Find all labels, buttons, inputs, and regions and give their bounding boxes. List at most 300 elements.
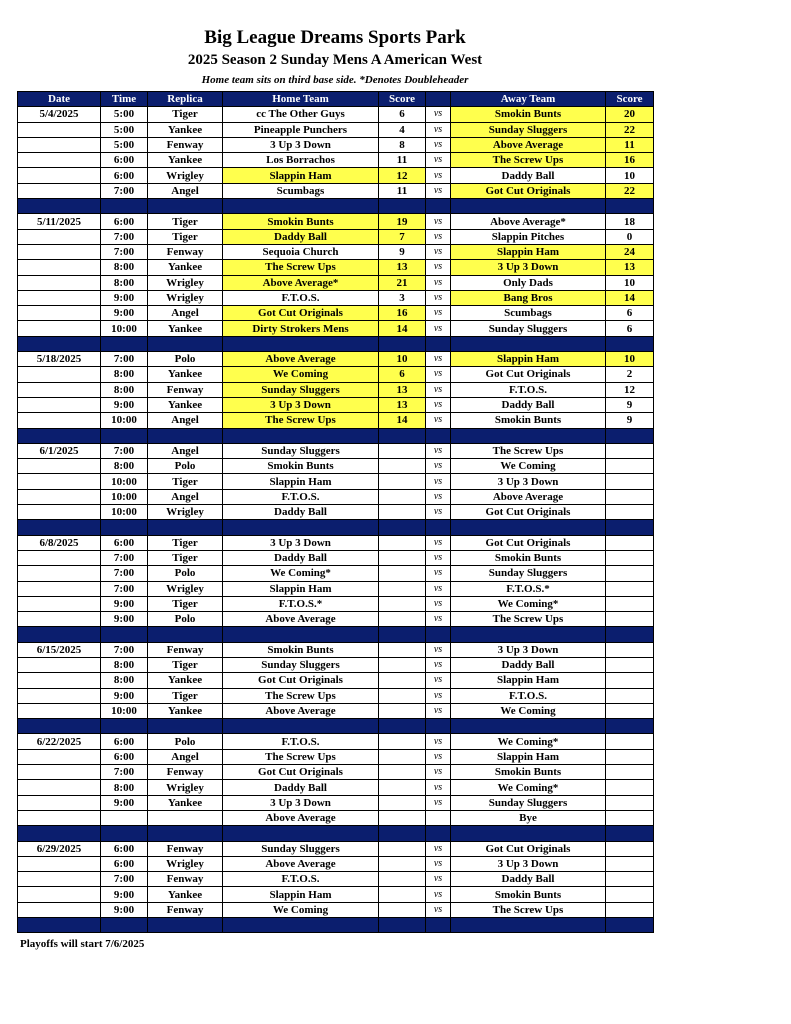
game-date	[18, 902, 101, 917]
game-date: 5/4/2025	[18, 107, 101, 122]
home-score: 8	[379, 137, 426, 152]
away-team: 3 Up 3 Down	[451, 260, 606, 275]
home-team: Sunday Sluggers	[223, 443, 379, 458]
away-team: Daddy Ball	[451, 657, 606, 672]
vs-label: vs	[426, 489, 451, 504]
separator-cell	[223, 918, 379, 933]
game-time: 9:00	[101, 306, 148, 321]
away-score	[606, 887, 654, 902]
separator-cell	[223, 627, 379, 642]
home-team: Sunday Sluggers	[223, 382, 379, 397]
home-team: Slappin Ham	[223, 474, 379, 489]
vs-label: vs	[426, 260, 451, 275]
vs-label: vs	[426, 183, 451, 198]
game-date	[18, 474, 101, 489]
home-team: F.T.O.S.	[223, 489, 379, 504]
game-row	[18, 137, 654, 152]
vs-label: vs	[426, 382, 451, 397]
game-row	[18, 505, 654, 520]
separator-cell	[18, 520, 101, 535]
away-team: We Coming	[451, 703, 606, 718]
home-score: 4	[379, 122, 426, 137]
game-row	[18, 214, 654, 229]
game-date	[18, 321, 101, 336]
game-time: 6:00	[101, 749, 148, 764]
game-time: 7:00	[101, 183, 148, 198]
home-team: Smokin Bunts	[223, 642, 379, 657]
home-score: 7	[379, 229, 426, 244]
home-score	[379, 642, 426, 657]
game-replica: Tiger	[148, 214, 223, 229]
game-replica: Yankee	[148, 122, 223, 137]
away-score	[606, 550, 654, 565]
away-score	[606, 535, 654, 550]
game-row	[18, 841, 654, 856]
game-date	[18, 749, 101, 764]
separator-cell	[606, 199, 654, 214]
game-row	[18, 566, 654, 581]
game-row	[18, 168, 654, 183]
vs-label: vs	[426, 122, 451, 137]
vs-label: vs	[426, 107, 451, 122]
game-replica: Wrigley	[148, 290, 223, 305]
separator-cell	[18, 428, 101, 443]
game-row	[18, 856, 654, 871]
away-score: 24	[606, 244, 654, 259]
game-time: 6:00	[101, 734, 148, 749]
game-row	[18, 443, 654, 458]
game-date	[18, 275, 101, 290]
away-team: We Coming*	[451, 780, 606, 795]
header-vs	[426, 92, 451, 107]
separator-cell	[426, 918, 451, 933]
game-date	[18, 596, 101, 611]
separator-cell	[101, 199, 148, 214]
game-row	[18, 810, 654, 825]
game-row	[18, 229, 654, 244]
game-date	[18, 566, 101, 581]
game-row	[18, 749, 654, 764]
home-team: Above Average	[223, 856, 379, 871]
game-date	[18, 244, 101, 259]
game-replica: Tiger	[148, 107, 223, 122]
vs-label: vs	[426, 887, 451, 902]
separator-cell	[148, 918, 223, 933]
vs-label: vs	[426, 321, 451, 336]
away-score: 6	[606, 321, 654, 336]
vs-label: vs	[426, 612, 451, 627]
separator-cell	[101, 826, 148, 841]
away-team: F.T.O.S.	[451, 688, 606, 703]
separator-cell	[148, 520, 223, 535]
vs-label: vs	[426, 214, 451, 229]
game-replica: Polo	[148, 352, 223, 367]
separator-cell	[426, 627, 451, 642]
home-team: Los Borrachos	[223, 153, 379, 168]
away-team: Smokin Bunts	[451, 413, 606, 428]
game-replica: Tiger	[148, 657, 223, 672]
home-team: The Screw Ups	[223, 260, 379, 275]
game-date	[18, 673, 101, 688]
away-team: 3 Up 3 Down	[451, 642, 606, 657]
game-date	[18, 765, 101, 780]
game-date	[18, 872, 101, 887]
away-score	[606, 902, 654, 917]
game-time: 9:00	[101, 290, 148, 305]
week-separator	[18, 826, 654, 841]
home-score: 11	[379, 183, 426, 198]
separator-cell	[18, 336, 101, 351]
header-time: Time	[101, 92, 148, 107]
away-team: We Coming*	[451, 734, 606, 749]
vs-label: vs	[426, 765, 451, 780]
game-row	[18, 352, 654, 367]
away-score: 10	[606, 352, 654, 367]
vs-label: vs	[426, 566, 451, 581]
game-replica: Fenway	[148, 137, 223, 152]
away-team: The Screw Ups	[451, 443, 606, 458]
home-team: Daddy Ball	[223, 229, 379, 244]
game-row	[18, 688, 654, 703]
separator-cell	[606, 336, 654, 351]
away-score: 0	[606, 229, 654, 244]
game-row	[18, 153, 654, 168]
away-score	[606, 581, 654, 596]
home-score	[379, 581, 426, 596]
game-date	[18, 887, 101, 902]
away-score: 10	[606, 275, 654, 290]
home-score	[379, 856, 426, 871]
game-time: 10:00	[101, 321, 148, 336]
separator-cell	[451, 719, 606, 734]
game-replica: Tiger	[148, 535, 223, 550]
game-date: 5/11/2025	[18, 214, 101, 229]
separator-cell	[379, 918, 426, 933]
separator-cell	[18, 719, 101, 734]
away-team: Got Cut Originals	[451, 535, 606, 550]
separator-cell	[101, 336, 148, 351]
game-replica: Fenway	[148, 902, 223, 917]
away-team: Sunday Sluggers	[451, 566, 606, 581]
home-team: 3 Up 3 Down	[223, 137, 379, 152]
separator-cell	[148, 336, 223, 351]
separator-cell	[148, 719, 223, 734]
home-team: Slappin Ham	[223, 581, 379, 596]
game-time: 6:00	[101, 856, 148, 871]
home-team: Above Average	[223, 703, 379, 718]
game-date	[18, 795, 101, 810]
vs-label: vs	[426, 275, 451, 290]
game-date	[18, 413, 101, 428]
away-score	[606, 765, 654, 780]
game-date	[18, 459, 101, 474]
home-team: The Screw Ups	[223, 688, 379, 703]
game-date	[18, 306, 101, 321]
vs-label: vs	[426, 535, 451, 550]
home-team: Got Cut Originals	[223, 765, 379, 780]
separator-cell	[606, 719, 654, 734]
game-time: 9:00	[101, 902, 148, 917]
away-score	[606, 872, 654, 887]
separator-cell	[379, 428, 426, 443]
home-team: We Coming	[223, 902, 379, 917]
vs-label: vs	[426, 780, 451, 795]
away-team: Above Average	[451, 489, 606, 504]
away-score	[606, 657, 654, 672]
game-time: 10:00	[101, 489, 148, 504]
home-team: Dirty Strokers Mens	[223, 321, 379, 336]
away-score	[606, 795, 654, 810]
away-score	[606, 734, 654, 749]
separator-cell	[223, 336, 379, 351]
separator-cell	[451, 336, 606, 351]
header-away-team: Away Team	[451, 92, 606, 107]
game-replica: Angel	[148, 489, 223, 504]
away-score: 22	[606, 183, 654, 198]
away-score	[606, 703, 654, 718]
away-team: Sunday Sluggers	[451, 321, 606, 336]
vs-label: vs	[426, 581, 451, 596]
game-replica: Yankee	[148, 260, 223, 275]
header-home-team: Home Team	[223, 92, 379, 107]
away-team: Sunday Sluggers	[451, 122, 606, 137]
game-time: 7:00	[101, 244, 148, 259]
game-replica: Wrigley	[148, 275, 223, 290]
away-team: We Coming*	[451, 596, 606, 611]
away-team: The Screw Ups	[451, 612, 606, 627]
vs-label: vs	[426, 856, 451, 871]
game-date: 6/1/2025	[18, 443, 101, 458]
vs-label: vs	[426, 443, 451, 458]
home-score: 6	[379, 367, 426, 382]
game-time: 6:00	[101, 168, 148, 183]
away-score	[606, 642, 654, 657]
away-team: Slappin Ham	[451, 244, 606, 259]
game-replica: Fenway	[148, 841, 223, 856]
header-home-score: Score	[379, 92, 426, 107]
home-score: 13	[379, 382, 426, 397]
game-row	[18, 765, 654, 780]
vs-label: vs	[426, 688, 451, 703]
away-team: Got Cut Originals	[451, 505, 606, 520]
game-replica: Yankee	[148, 321, 223, 336]
home-team: Daddy Ball	[223, 550, 379, 565]
away-team: Slappin Ham	[451, 673, 606, 688]
home-team: Above Average	[223, 352, 379, 367]
vs-label: vs	[426, 902, 451, 917]
away-team: Slappin Pitches	[451, 229, 606, 244]
game-time: 9:00	[101, 795, 148, 810]
home-team: Sunday Sluggers	[223, 657, 379, 672]
game-date: 6/22/2025	[18, 734, 101, 749]
vs-label: vs	[426, 642, 451, 657]
vs-label: vs	[426, 229, 451, 244]
game-replica: Fenway	[148, 382, 223, 397]
away-team: Got Cut Originals	[451, 841, 606, 856]
game-replica: Yankee	[148, 703, 223, 718]
game-replica: Wrigley	[148, 505, 223, 520]
vs-label: vs	[426, 872, 451, 887]
separator-cell	[379, 627, 426, 642]
game-time: 6:00	[101, 214, 148, 229]
away-score: 10	[606, 168, 654, 183]
game-date	[18, 260, 101, 275]
home-team: Slappin Ham	[223, 168, 379, 183]
separator-cell	[223, 199, 379, 214]
game-time: 8:00	[101, 657, 148, 672]
home-score: 13	[379, 260, 426, 275]
separator-cell	[223, 719, 379, 734]
home-team: The Screw Ups	[223, 413, 379, 428]
vs-label: vs	[426, 703, 451, 718]
game-date	[18, 397, 101, 412]
vs-label: vs	[426, 153, 451, 168]
away-team: The Screw Ups	[451, 153, 606, 168]
home-team-note: Home team sits on third base side. *Denotes Doubleheader	[201, 74, 469, 86]
home-score	[379, 612, 426, 627]
vs-label: vs	[426, 657, 451, 672]
away-team: 3 Up 3 Down	[451, 856, 606, 871]
game-replica: Yankee	[148, 673, 223, 688]
vs-label: vs	[426, 137, 451, 152]
separator-cell	[101, 918, 148, 933]
game-date	[18, 153, 101, 168]
away-score	[606, 489, 654, 504]
game-date	[18, 489, 101, 504]
separator-cell	[18, 826, 101, 841]
away-score	[606, 841, 654, 856]
week-separator	[18, 199, 654, 214]
home-team: Sequoia Church	[223, 244, 379, 259]
away-score: 9	[606, 413, 654, 428]
away-team: Smokin Bunts	[451, 765, 606, 780]
home-score: 10	[379, 352, 426, 367]
home-score	[379, 550, 426, 565]
away-score: 12	[606, 382, 654, 397]
home-score	[379, 887, 426, 902]
away-team: 3 Up 3 Down	[451, 474, 606, 489]
game-time: 7:00	[101, 765, 148, 780]
game-row	[18, 397, 654, 412]
week-separator	[18, 918, 654, 933]
game-replica: Fenway	[148, 642, 223, 657]
vs-label: vs	[426, 244, 451, 259]
separator-cell	[18, 199, 101, 214]
home-score	[379, 566, 426, 581]
separator-cell	[426, 520, 451, 535]
game-time: 7:00	[101, 581, 148, 596]
separator-cell	[101, 428, 148, 443]
game-date: 6/8/2025	[18, 535, 101, 550]
away-team: Got Cut Originals	[451, 183, 606, 198]
game-row	[18, 459, 654, 474]
vs-label: vs	[426, 413, 451, 428]
game-date	[18, 780, 101, 795]
game-time: 7:00	[101, 352, 148, 367]
home-score	[379, 459, 426, 474]
schedule-table	[17, 91, 654, 933]
schedule-body	[18, 107, 654, 933]
away-score	[606, 673, 654, 688]
home-team: We Coming*	[223, 566, 379, 581]
game-replica: Yankee	[148, 397, 223, 412]
home-team: Smokin Bunts	[223, 214, 379, 229]
game-replica: Polo	[148, 566, 223, 581]
game-replica: Yankee	[148, 795, 223, 810]
game-replica: Wrigley	[148, 581, 223, 596]
home-score: 12	[379, 168, 426, 183]
week-separator	[18, 627, 654, 642]
vs-label: vs	[426, 290, 451, 305]
away-score: 16	[606, 153, 654, 168]
separator-cell	[606, 520, 654, 535]
game-row	[18, 474, 654, 489]
game-time: 7:00	[101, 642, 148, 657]
game-row	[18, 413, 654, 428]
game-time: 5:00	[101, 107, 148, 122]
game-row	[18, 489, 654, 504]
home-score	[379, 902, 426, 917]
game-row	[18, 902, 654, 917]
vs-label: vs	[426, 306, 451, 321]
game-replica: Fenway	[148, 765, 223, 780]
separator-cell	[18, 918, 101, 933]
game-row	[18, 183, 654, 198]
game-time: 10:00	[101, 474, 148, 489]
away-team: Daddy Ball	[451, 168, 606, 183]
away-score	[606, 459, 654, 474]
away-score: 2	[606, 367, 654, 382]
game-row	[18, 321, 654, 336]
home-score	[379, 749, 426, 764]
game-date	[18, 505, 101, 520]
home-team: Above Average	[223, 612, 379, 627]
home-score: 21	[379, 275, 426, 290]
home-team: 3 Up 3 Down	[223, 795, 379, 810]
vs-label: vs	[426, 352, 451, 367]
game-date	[18, 856, 101, 871]
away-score	[606, 596, 654, 611]
game-date: 6/15/2025	[18, 642, 101, 657]
game-row	[18, 107, 654, 122]
game-replica: Polo	[148, 459, 223, 474]
away-team: Above Average	[451, 137, 606, 152]
home-team: F.T.O.S.	[223, 290, 379, 305]
game-row	[18, 290, 654, 305]
away-score	[606, 749, 654, 764]
playoffs-footer: Playoffs will start 7/6/2025	[20, 938, 145, 950]
game-replica: Yankee	[148, 887, 223, 902]
away-score: 20	[606, 107, 654, 122]
game-date	[18, 122, 101, 137]
week-separator	[18, 336, 654, 351]
game-date	[18, 137, 101, 152]
game-row	[18, 703, 654, 718]
away-team: Got Cut Originals	[451, 367, 606, 382]
game-time: 8:00	[101, 260, 148, 275]
home-team: Got Cut Originals	[223, 306, 379, 321]
game-time: 10:00	[101, 703, 148, 718]
game-time: 7:00	[101, 550, 148, 565]
home-score	[379, 780, 426, 795]
vs-label: vs	[426, 596, 451, 611]
header-date: Date	[18, 92, 101, 107]
home-score	[379, 535, 426, 550]
game-row	[18, 122, 654, 137]
game-replica: Yankee	[148, 367, 223, 382]
header-row	[18, 92, 654, 107]
vs-label: vs	[426, 459, 451, 474]
